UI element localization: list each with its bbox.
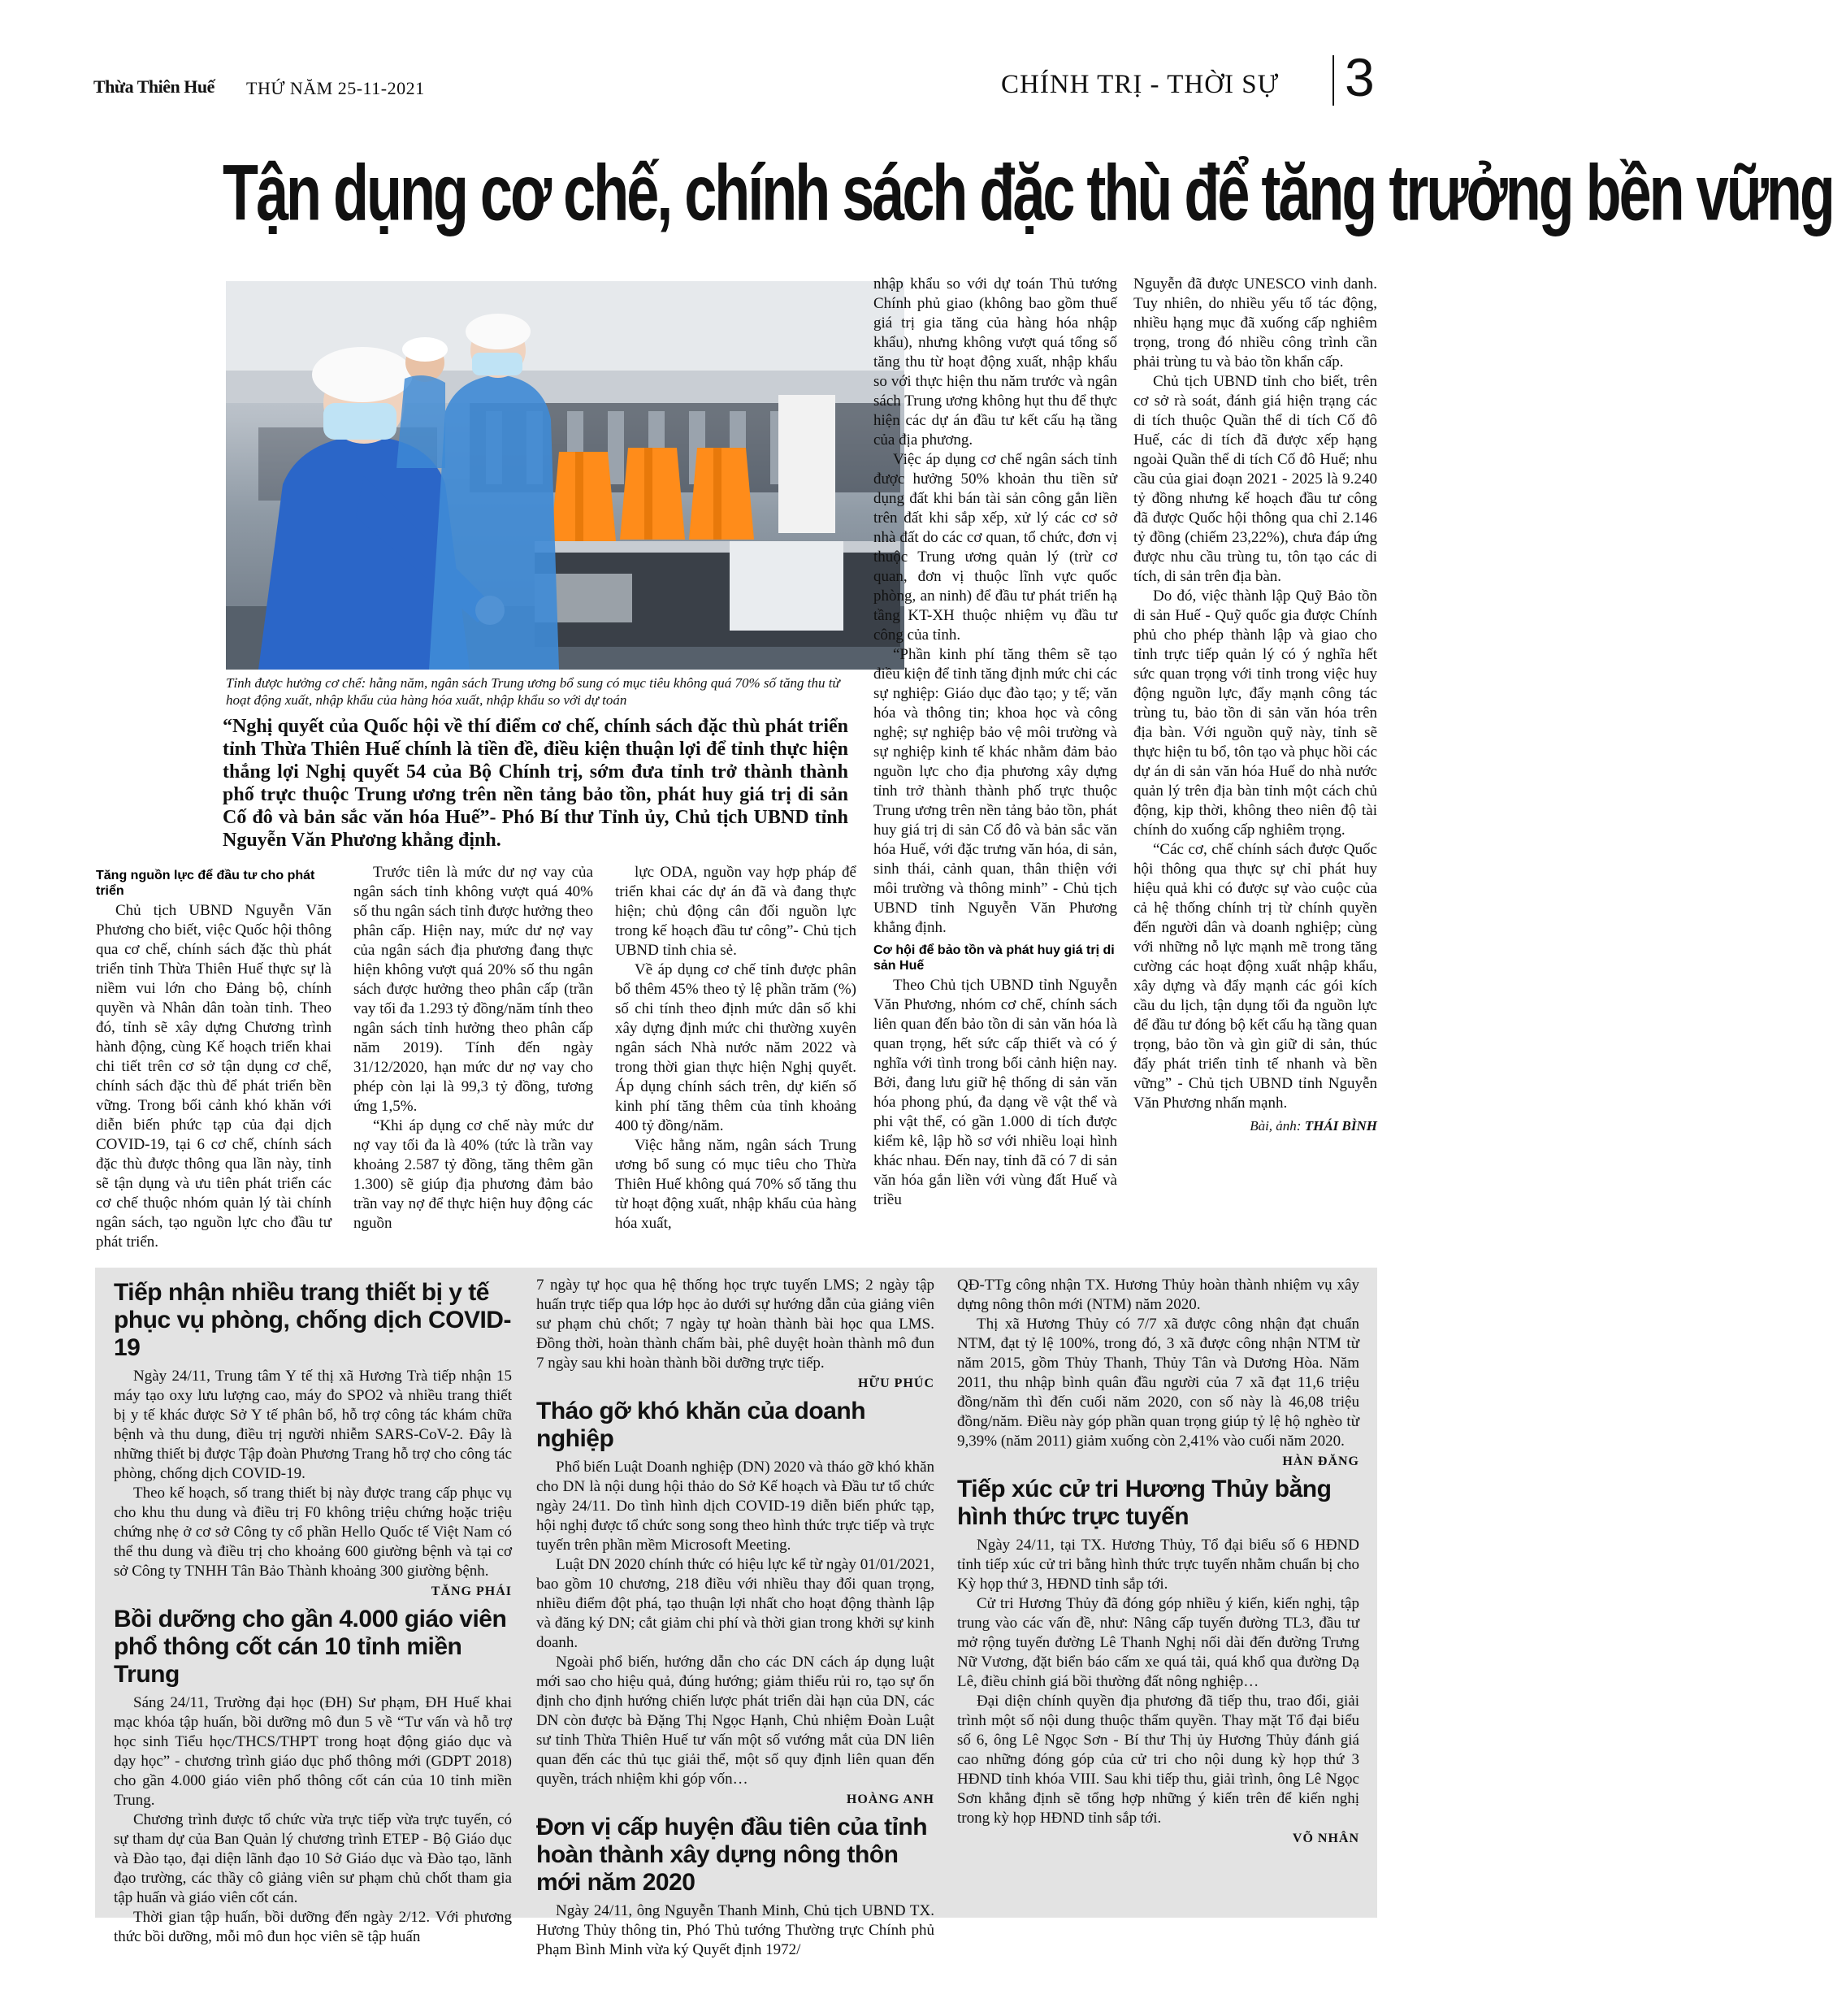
subheading-resources: Tăng nguồn lực để đầu tư cho phát triển [96,869,315,898]
news-signature: HOÀNG ANH [846,1793,934,1806]
news-paragraph: Luật DN 2020 chính thức có hiệu lực kể từ ngày 01/01/2021, bao gồm 10 chương, 218 điều với nhiều thay đổi quan trọng, nhiều điểm đột phá, tạo thuận lợi nhất cho hoạt động thành lập và đăng ký DN; cắt giảm chi phí và thời gian trong khởi sự kinh doanh. [536,1556,934,1651]
news-paragraph: Phổ biến Luật Doanh nghiệp (DN) 2020 và tháo gỡ khó khăn cho DN là nội dung hội thảo do Sở Kế hoạch và Đầu tư tổ chức ngày 24/11. Do tình hình dịch COVID-19 diễn biến phức tạp, hội nghị được tổ chức song song theo hình thức trực tiếp và trực tuyến trên phần mềm Microsoft Meeting. [536,1459,934,1554]
news-headline: Tiếp nhận nhiều trang thiết bị y tế phục vụ phòng, chống dịch COVID-19 [114,1279,511,1361]
news-signature: HỮU PHÚC [857,1377,934,1390]
body-paragraph: “Khi áp dụng cơ chế này mức dư nợ vay tối đa là 40% (tức là trần vay khoảng 2.587 tỷ đồng, tăng thêm gần 1.300) sẽ giúp địa phương đảm bảo trần vay nợ để thực hiện huy động các nguồn [353,1117,593,1232]
byline [1133,1118,1377,1134]
news-paragraph: Ngoài phổ biến, hướng dẫn cho các DN cách áp dụng luật mới sao cho hiệu quả, đúng hướng; giảm thiểu rủi ro, tạo sự ổn định cho định hướng chiến lược phát triển dài hạn của DN, các DN còn được bà Đặng Thị Ngọc Hạnh, Chủ nhiệm Đoàn Luật sư tỉnh Thừa Thiên Huế tư vấn một số vướng mắt của DN liên quan đến các thủ tục giải thể, một số quy định liên quan đến quyền, trách nhiệm khi góp vốn… [536,1654,934,1788]
news-paragraph: Ngày 24/11, tại TX. Hương Thủy, Tổ đại biểu số 6 HĐND tỉnh tiếp xúc cử tri bằng hình thức trực tuyến nhằm chuẩn bị cho Kỳ họp thứ 3, HĐND tỉnh sắp tới. [957,1537,1359,1593]
news-signature: TĂNG PHÁI [431,1585,512,1598]
main-column-3 [615,863,856,1245]
news-paragraph: 7 ngày tự học qua hệ thống học trực tuyến LMS; 2 ngày tập huấn trực tiếp qua lớp học ảo dưới sự hướng dẫn của giảng viên sư phạm chủ chốt; 7 ngày tự hoàn thành bài học qua LMS. Đồng thời, hoàn thành chấm bài, phê duyệt hoàn thành mô đun 7 ngày sau khi hoàn thành bồi dưỡng trực tiếp. [536,1277,934,1372]
section-name: CHÍNH TRỊ - THỜI SỰ [1001,70,1280,99]
news-headline: Đơn vị cấp huyện đầu tiên của tỉnh hoàn thành xây dựng nông thôn mới năm 2020 [536,1814,928,1896]
headline: Tận dụng cơ chế, chính sách đặc thù để tăng trưởng bền vững [223,150,1833,238]
news-signature: HÀN ĐĂNG [1282,1455,1359,1468]
news-headline: Tiếp xúc cử tri Hương Thủy bằng hình thức trực tuyến [957,1476,1332,1530]
news-paragraph: Đại diện chính quyền địa phương đã tiếp thu, trao đổi, giải trình một số nội dung thuộc thẩm quyền. Thay mặt Tổ đại biểu số 6, ông Lê Ngọc Sơn - Bí thư Thị ủy Hương Thủy đánh giá cao những đóng góp của cử tri cho nội dung kỳ họp thứ 3 HĐND tỉnh khóa VIII. Sau khi tiếp thu, giải trình, ông Lê Ngọc Sơn khẳng định sẽ tổng hợp những ý kiến trên để kiến nghị trong kỳ họp HĐND tỉnh sắp tới. [957,1693,1359,1827]
news-column-1 [114,1274,512,1945]
news-paragraph: Thị xã Hương Thủy có 7/7 xã được công nhận đạt chuẩn NTM, đạt tỷ lệ 100%, trong đó, 3 xã được công nhận NTM từ năm 2015, gồm Thủy Thanh, Thủy Tân và Dương Hòa. Năm 2011, thu nhập bình quân đầu người của 7 xã đạt 11,6 triệu đồng/năm thì đến cuối năm 2020, con số này là 46,08 triệu đồng/năm. Điều này góp phần quan trọng giúp tỷ lệ hộ nghèo từ 9,39% (năm 2011) giảm xuống còn 2,41% vào cuối năm 2020. [957,1316,1359,1450]
news-paragraph: Chương trình được tổ chức vừa trực tiếp vừa trực tuyến, có sự tham dự của Ban Quản lý chương trình ETEP - Bộ Giáo dục và Đào tạo, đại diện lãnh đạo 10 Sở Giáo dục và Đào tạo, lãnh đạo trường, các thầy cô giảng viên sư phạm chủ chốt tham gia tập huấn và giáo viên cốt cán. [114,1811,512,1906]
body-paragraph: Theo Chủ tịch UBND tỉnh Nguyễn Văn Phương, nhóm cơ chế, chính sách liên quan đến bảo tồn di sản văn hóa là quan trọng, hết sức cấp thiết và có ý nghĩa với tình trong bối cảnh hiện nay. Bởi, đang lưu giữ hệ thống di sản văn hóa phong phú, đa dạng về vật thể và phi vật thể, có gần 1.000 di tích được kiểm kê, lập hồ sơ với nhiều loại hình khác nhau. Đến nay, tỉnh đã có 7 di sản văn hóa gắn liền với vùng đất Huế và triều [873,977,1117,1208]
news-headline: Tháo gỡ khó khăn của doanh nghiệp [536,1398,866,1452]
news-paragraph: Sáng 24/11, Trường đại học (ĐH) Sư phạm, ĐH Huế khai mạc khóa tập huấn, bồi dưỡng mô đun 5 về “Tư vấn và hỗ trợ học sinh Tiểu học/THCS/THPT trong hoạt động giáo dục và dạy học” - chương trình giáo dục phổ thông mới (GDPT 2018) cho gần 4.000 giáo viên phổ thông cốt cán của 10 tỉnh miền Trung. [114,1694,512,1809]
news-paragraph: Cử tri Hương Thủy đã đóng góp nhiều ý kiến, kiến nghị, tập trung vào các vấn đề, như: Nâng cấp tuyến đường TL3, đầu tư mở rộng tuyến đường Lê Thanh Nghị nối dài đến đường Trưng Nữ Vương, đặt biển báo cấm xe quá tải, quá khổ qua đường Dạ Lê, điều chỉnh giá bồi thường đất nông nghiệp… [957,1595,1359,1690]
byline-label: Bài, ảnh: [1250,1118,1302,1134]
news-column-3 [957,1276,1359,1916]
news-paragraph: Ngày 24/11, ông Nguyễn Thanh Minh, Chủ tịch UBND TX. Hương Thủy thông tin, Phó Thủ tướng Thường trực Chính phủ Phạm Bình Minh vừa ký Quyết định 1972/ [536,1902,934,1958]
body-paragraph: Nguyễn đã được UNESCO vinh danh. Tuy nhiên, do nhiều yếu tố tác động, nhiều hạng mục đã xuống cấp nghiêm trọng, trong đó nhiều công trình cần phải trùng tu và bảo tồn khẩn cấp. [1133,275,1377,371]
header-divider [1332,55,1334,106]
body-paragraph: Việc áp dụng cơ chế ngân sách tỉnh được hưởng 50% khoản thu tiền sử dụng đất khi bán tài sản công gắn liền trên đất khi sắp xếp, xử lý các cơ sở nhà đất do các cơ quan, tổ chức, đơn vị thuộc Trung ương quản lý (trừ cơ quan, đơn vị thuộc lĩnh vực quốc phòng, an ninh) để đầu tư phát triển hạ tầng KT-XH thuộc nhiệm vụ đầu tư công của tỉnh. [873,451,1117,644]
news-paragraph: QĐ-TTg công nhận TX. Hương Thủy hoàn thành nhiệm vụ xây dựng nông thôn mới (NTM) năm 2020. [957,1277,1359,1313]
byline-author: THÁI BÌNH [1304,1118,1377,1134]
main-column-4 [873,275,1117,1245]
news-headline: Bồi dưỡng cho gần 4.000 giáo viên phổ thông cốt cán 10 tỉnh miền Trung [114,1606,507,1688]
issue-date: THỨ NĂM 25-11-2021 [246,78,425,98]
main-column-1 [96,863,332,1251]
lead-paragraph: “Nghị quyết của Quốc hội về thí điểm cơ chế, chính sách đặc thù phát triển tỉnh Thừa Thiên Huế chính là tiền đề, điều kiện thuận lợi để tỉnh thực hiện thắng lợi Nghị quyết 54 của Bộ Chính trị, sớm đưa tỉnh trở thành thành phố trực thuộc Trung ương trên nền tảng bảo tồn, phát huy giá trị di sản Cố đô và bản sắc văn hóa Huế”- Phó Bí thư Tỉnh ủy, Chủ tịch UBND tỉnh Nguyễn Văn Phương khẳng định. [223,716,848,851]
news-signature: VÕ NHÂN [1292,1832,1359,1845]
body-paragraph: Chủ tịch UBND Nguyễn Văn Phương cho biết, việc Quốc hội thông qua cơ chế, chính sách đặc thù phát triển tỉnh Thừa Thiên Huế thực sự là niềm vui lớn cho Đảng bộ, chính quyền và Nhân dân toàn tỉnh. Theo đó, tỉnh sẽ xây dựng Chương trình hành động, cùng Kế hoạch triển khai chi tiết trên cơ sở tận dụng cơ chế, chính sách đặc thù để phát triển bền vững. Trong bối cảnh khó khăn với diễn biến phức tạp của đại dịch COVID-19, tại 6 cơ chế, chính sách đặc thù được thông qua lần này, tỉnh sẽ tận dụng và ưu tiên phát triển các cơ chế thuộc nhóm quản lý tài chính ngân sách, tạo nguồn lực cho đầu tư phát triển. [96,902,332,1251]
body-paragraph: Việc hằng năm, ngân sách Trung ương bổ sung có mục tiêu cho Thừa Thiên Huế không quá 70% số tăng thu từ hoạt động xuất, nhập khẩu của hàng hóa xuất, [615,1137,856,1232]
news-paragraph: Thời gian tập huấn, bồi dưỡng đến ngày 2/12. Với phương thức bồi dưỡng, mỗi mô đun học viên sẽ tập huấn [114,1909,512,1945]
body-paragraph: Do đó, việc thành lập Quỹ Bảo tồn di sản Huế - Quỹ quốc gia được Chính phủ cho phép thành lập và giao cho tỉnh trực tiếp quản lý có ý nghĩa hết sức quan trọng với tỉnh trong việc huy động nguồn lực, đẩy mạnh công tác trùng tu, bảo tồn di sản văn hóa trên địa bàn. Với nguồn quỹ này, tỉnh sẽ thực hiện tu bổ, tôn tạo và phục hồi các dự án di sản văn hóa Huế do nhà nước quản lý trên địa bàn tỉnh một cách chủ động, kịp thời, không theo niên độ tài chính do xuống cấp nghiêm trọng. [1133,587,1377,839]
masthead-paper-name: Thừa Thiên Huế [93,76,214,97]
news-paragraph: Theo kế hoạch, số trang thiết bị này được trang cấp phục vụ cho khu thu dung và điều trị F0 không triệu chứng hoặc triệu chứng nhẹ ở cơ sở Công ty cổ phần Hello Quốc tế Việt Nam có thể thu dung và điều trị cho khoảng 600 giường bệnh và tại cơ sở Công ty TNHH Tân Bảo Thành khoảng 300 giường bệnh. [114,1485,512,1580]
body-paragraph: Trước tiên là mức dư nợ vay của ngân sách tỉnh không vượt quá 40% số thu ngân sách tỉnh được hưởng theo phân cấp. Hiện nay, mức dư nợ vay của ngân sách địa phương đang thực hiện không vượt quá 20% số thu ngân sách được hưởng theo phân cấp (trần vay tối đa 1.293 tỷ đồng/năm tính theo ngân sách tỉnh hưởng theo phân cấp năm 2019). Tính đến ngày 31/12/2020, hạn mức dư nợ vay cho phép còn lại là 99,3 tỷ đồng, tương ứng 1,5%. [353,864,593,1115]
body-paragraph: “Các cơ, chế chính sách được Quốc hội thông qua thực sự chỉ phát huy hiệu quả khi có được sự vào cuộc của cả hệ thống chính trị từ chính quyền đến người dân và doanh nghiệp; cùng với những nỗ lực mạnh mẽ trong tăng cường các hoạt động xuất nhập khẩu, xây dựng và đẩy mạnh các gói kích cầu du lịch, tận dụng tối đa nguồn lực để đầu tư đóng bộ kết cấu hạ tầng quan trọng, bảo tồn và gìn giữ di sản, thúc đẩy phát triển tỉnh tế nhanh và bền vững” - Chủ tịch UBND tỉnh Nguyễn Văn Phương nhấn mạnh. [1133,841,1377,1112]
photo-illustration [226,281,904,670]
body-paragraph: nhập khẩu so với dự toán Thủ tướng Chính phủ giao (không bao gồm thuế giá trị gia tăng của hàng hóa nhập khẩu), nhưng không vượt quá tổng số tăng thu từ hoạt động xuất, nhập khẩu so với thực hiện thu năm trước và ngân sách Trung ương không hụt thu để thực hiện các dự án đầu tư kết cấu hạ tầng của địa phương. [873,275,1117,449]
body-paragraph: Chủ tịch UBND tỉnh cho biết, trên cơ sở rà soát, đánh giá hiện trạng các di tích thuộc Quần thể di tích Cố đô Huế, các di tích đã được xếp hạng ngoài Quần thể di tích Cố đô Huế; nhu cầu của giai đoạn 2021 - 2025 là 9.240 tỷ đồng nhưng kế hoạch đầu tư công đã được Quốc hội thông qua chỉ 2.146 tỷ đồng (chiếm 23,22%), chưa đáp ứng được nhu cầu trùng tu, tôn tạo các di tích, di sản trên địa bàn. [1133,373,1377,585]
news-column-2 [536,1276,934,1958]
body-paragraph: Về áp dụng cơ chế tỉnh được phân bổ thêm 45% theo tỷ lệ phần trăm (%) số chi tính theo định mức dân số khi xây dựng định mức chi thường xuyên ngân sách Nhà nước năm 2022 và trong thời gian thực hiện Nghị quyết. Áp dụng chính sách trên, dự kiến số kinh phí tăng thêm của tỉnh khoảng 400 tỷ đồng/năm. [615,961,856,1134]
body-paragraph: “Phần kinh phí tăng thêm sẽ tạo điều kiện để tỉnh tăng định mức chi các sự nghiệp: Giáo dục đào tạo; y tế; văn hóa và thông tin; khoa học và công nghệ; sự nghiệp bảo vệ môi trường và sự nghiệp kinh tế khác nhằm đảm bảo nguồn lực cho địa phương xây dựng tỉnh trở thành thành phố trực thuộc Trung ương trên nền tảng bảo tồn, phát huy giá trị di sản Cố đô và bản sắc văn hóa Huế, với đặc trưng văn hóa, di sản, sinh thái, cảnh quan, thân thiện với môi trường và thông minh” - Chủ tịch UBND tỉnh Nguyễn Văn Phương khẳng định. [873,646,1117,936]
news-paragraph: Ngày 24/11, Trung tâm Y tế thị xã Hương Trà tiếp nhận 15 máy tạo oxy lưu lượng cao, máy đo SPO2 và nhiều trang thiết bị y tế khác được Sở Y tế phân bổ, hỗ trợ công tác khám chữa bệnh và thu dung, điều trị người nhiễm SARS-CoV-2. Đây là những thiết bị được Tập đoàn Phương Trang hỗ trợ cho công tác phòng, chống dịch COVID-19. [114,1368,512,1482]
photo-caption: Tỉnh được hưởng cơ chế: hằng năm, ngân sách Trung ương bổ sung có mục tiêu không quá 70% số tăng thu từ hoạt động xuất, nhập khẩu của hàng hóa xuất, nhập khẩu so với dự toán [226,675,840,708]
factory-photo [226,281,904,670]
main-column-2 [353,863,593,1245]
main-column-5 [1133,275,1377,1242]
page-number: 3 [1345,47,1375,107]
body-paragraph: lực ODA, nguồn vay hợp pháp để triển khai các dự án đã và đang thực hiện; chủ động cân đối nguồn lực trong kế hoạch đầu tư công”- Chủ tịch UBND tỉnh chia sẻ. [615,864,856,959]
subheading-heritage: Cơ hội để bảo tồn và phát huy giá trị di sản Huế [873,943,1115,973]
